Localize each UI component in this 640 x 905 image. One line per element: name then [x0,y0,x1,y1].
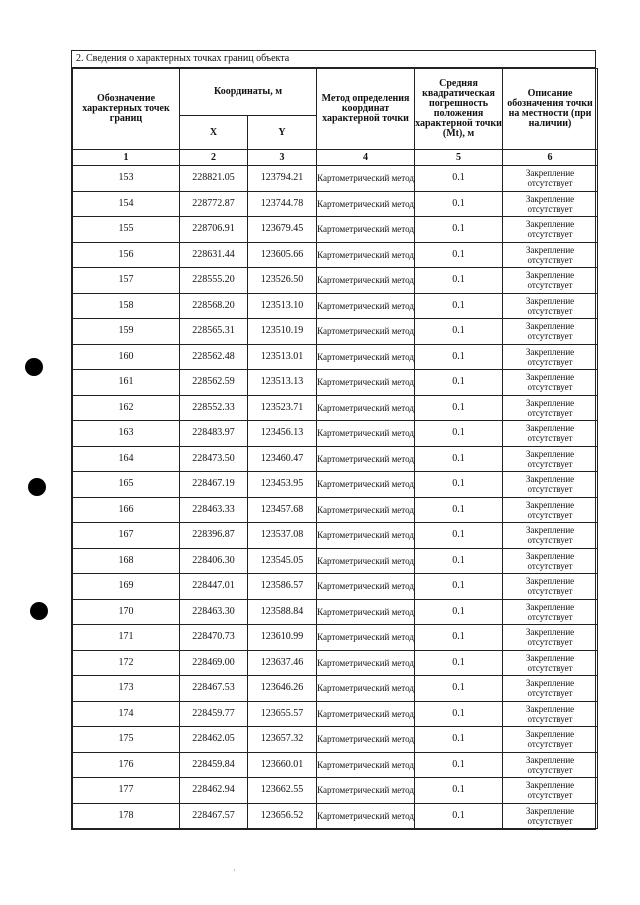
cell-method: Картометрический метод [317,625,415,651]
header-point: Обозначение характерных точек границ [73,69,180,150]
cell-description: Закрепление отсутствует [503,727,598,753]
header-y: Y [248,116,317,150]
cell-method: Картометрический метод [317,497,415,523]
column-number-1: 1 [73,150,180,166]
table-row [73,344,598,370]
cell-method: Картометрический метод [317,446,415,472]
cell-error: 0.1 [415,166,503,192]
cell-x: 228459.77 [180,701,248,727]
cell-point-id: 172 [73,650,180,676]
page-speck: · [233,866,236,875]
column-number-6: 6 [503,150,598,166]
boundary-points-table [72,68,598,829]
cell-error: 0.1 [415,803,503,829]
cell-description: Закрепление отсутствует [503,446,598,472]
cell-error: 0.1 [415,625,503,651]
cell-point-id: 173 [73,676,180,702]
cell-x: 228467.57 [180,803,248,829]
cell-description: Закрепление отсутствует [503,752,598,778]
cell-point-id: 178 [73,803,180,829]
cell-y: 123656.52 [248,803,317,829]
cell-x: 228555.20 [180,268,248,294]
cell-error: 0.1 [415,574,503,600]
punch-hole-middle [28,478,46,496]
cell-method: Картометрический метод [317,650,415,676]
cell-point-id: 167 [73,523,180,549]
cell-point-id: 154 [73,191,180,217]
cell-error: 0.1 [415,242,503,268]
table-row [73,625,598,651]
table-row [73,803,598,829]
cell-x: 228565.31 [180,319,248,345]
cell-point-id: 163 [73,421,180,447]
cell-description: Закрепление отсутствует [503,803,598,829]
table-row [73,727,598,753]
cell-error: 0.1 [415,599,503,625]
cell-error: 0.1 [415,497,503,523]
column-number-3: 3 [248,150,317,166]
cell-x: 228462.05 [180,727,248,753]
cell-description: Закрепление отсутствует [503,625,598,651]
cell-x: 228396.87 [180,523,248,549]
cell-method: Картометрический метод [317,599,415,625]
cell-method: Картометрический метод [317,701,415,727]
cell-x: 228483.97 [180,421,248,447]
cell-point-id: 176 [73,752,180,778]
cell-x: 228447.01 [180,574,248,600]
cell-description: Закрепление отсутствует [503,395,598,421]
cell-y: 123610.99 [248,625,317,651]
header-method: Метод определения координат характерной точки [317,69,415,150]
table-row [73,166,598,192]
cell-x: 228463.30 [180,599,248,625]
cell-x: 228706.91 [180,217,248,243]
cell-description: Закрепление отсутствует [503,497,598,523]
table-row [73,497,598,523]
cell-description: Закрепление отсутствует [503,650,598,676]
cell-description: Закрепление отсутствует [503,548,598,574]
cell-y: 123605.66 [248,242,317,268]
cell-description: Закрепление отсутствует [503,293,598,319]
cell-point-id: 159 [73,319,180,345]
cell-point-id: 160 [73,344,180,370]
header-description: Описание обозначения точки на местности (при наличии) [503,69,598,150]
cell-y: 123537.08 [248,523,317,549]
cell-error: 0.1 [415,472,503,498]
cell-x: 228631.44 [180,242,248,268]
table-row [73,217,598,243]
cell-description: Закрепление отсутствует [503,676,598,702]
column-number-2: 2 [180,150,248,166]
table-row [73,395,598,421]
cell-method: Картометрический метод [317,803,415,829]
cell-method: Картометрический метод [317,344,415,370]
cell-x: 228470.73 [180,625,248,651]
cell-error: 0.1 [415,650,503,676]
cell-point-id: 170 [73,599,180,625]
cell-error: 0.1 [415,701,503,727]
cell-point-id: 165 [73,472,180,498]
cell-y: 123660.01 [248,752,317,778]
cell-point-id: 169 [73,574,180,600]
cell-x: 228821.05 [180,166,248,192]
cell-y: 123637.46 [248,650,317,676]
cell-point-id: 156 [73,242,180,268]
cell-error: 0.1 [415,548,503,574]
cell-y: 123453.95 [248,472,317,498]
cell-y: 123655.57 [248,701,317,727]
cell-method: Картометрический метод [317,778,415,804]
cell-point-id: 153 [73,166,180,192]
cell-x: 228469.00 [180,650,248,676]
table-row [73,778,598,804]
cell-y: 123526.50 [248,268,317,294]
cell-error: 0.1 [415,319,503,345]
cell-y: 123545.05 [248,548,317,574]
cell-x: 228406.30 [180,548,248,574]
cell-method: Картометрический метод [317,472,415,498]
cell-error: 0.1 [415,217,503,243]
cell-point-id: 174 [73,701,180,727]
cell-y: 123657.32 [248,727,317,753]
cell-y: 123513.01 [248,344,317,370]
cell-method: Картометрический метод [317,319,415,345]
cell-description: Закрепление отсутствует [503,472,598,498]
table-row [73,421,598,447]
cell-error: 0.1 [415,752,503,778]
cell-x: 228568.20 [180,293,248,319]
cell-x: 228462.94 [180,778,248,804]
cell-y: 123586.57 [248,574,317,600]
cell-y: 123456.13 [248,421,317,447]
cell-method: Картометрический метод [317,395,415,421]
cell-description: Закрепление отсутствует [503,421,598,447]
cell-method: Картометрический метод [317,676,415,702]
cell-description: Закрепление отсутствует [503,166,598,192]
cell-error: 0.1 [415,676,503,702]
cell-method: Картометрический метод [317,752,415,778]
column-number-5: 5 [415,150,503,166]
cell-y: 123510.19 [248,319,317,345]
table-row [73,548,598,574]
table-row [73,574,598,600]
header-coordinates: Координаты, м [180,69,317,116]
cell-y: 123588.84 [248,599,317,625]
cell-method: Картометрический метод [317,370,415,396]
cell-error: 0.1 [415,395,503,421]
section-title: 2. Сведения о характерных точках границ объекта [72,51,595,68]
cell-x: 228772.87 [180,191,248,217]
cell-description: Закрепление отсутствует [503,599,598,625]
cell-error: 0.1 [415,268,503,294]
table-row [73,472,598,498]
cell-method: Картометрический метод [317,191,415,217]
cell-error: 0.1 [415,778,503,804]
cell-method: Картометрический метод [317,548,415,574]
table-row [73,701,598,727]
cell-description: Закрепление отсутствует [503,370,598,396]
cell-error: 0.1 [415,727,503,753]
cell-description: Закрепление отсутствует [503,344,598,370]
table-row [73,370,598,396]
cell-x: 228473.50 [180,446,248,472]
cell-x: 228467.53 [180,676,248,702]
table-row [73,293,598,319]
cell-method: Картометрический метод [317,574,415,600]
cell-description: Закрепление отсутствует [503,268,598,294]
cell-y: 123457.68 [248,497,317,523]
cell-point-id: 168 [73,548,180,574]
table-row [73,650,598,676]
cell-x: 228562.59 [180,370,248,396]
table-row [73,242,598,268]
cell-y: 123513.13 [248,370,317,396]
cell-error: 0.1 [415,421,503,447]
cell-point-id: 157 [73,268,180,294]
cell-method: Картометрический метод [317,421,415,447]
cell-y: 123794.21 [248,166,317,192]
cell-error: 0.1 [415,191,503,217]
cell-description: Закрепление отсутствует [503,574,598,600]
table-row [73,319,598,345]
cell-y: 123523.71 [248,395,317,421]
cell-method: Картометрический метод [317,242,415,268]
cell-method: Картометрический метод [317,293,415,319]
table-row [73,268,598,294]
cell-x: 228552.33 [180,395,248,421]
cell-method: Картометрический метод [317,217,415,243]
cell-y: 123513.10 [248,293,317,319]
cell-error: 0.1 [415,446,503,472]
table-row [73,523,598,549]
cell-point-id: 171 [73,625,180,651]
cell-point-id: 158 [73,293,180,319]
cell-y: 123646.26 [248,676,317,702]
cell-error: 0.1 [415,293,503,319]
cell-description: Закрепление отсутствует [503,778,598,804]
cell-description: Закрепление отсутствует [503,217,598,243]
cell-y: 123460.47 [248,446,317,472]
cell-y: 123662.55 [248,778,317,804]
cell-y: 123744.78 [248,191,317,217]
punch-hole-bottom [30,602,48,620]
column-number-4: 4 [317,150,415,166]
cell-error: 0.1 [415,523,503,549]
cell-point-id: 166 [73,497,180,523]
cell-point-id: 161 [73,370,180,396]
cell-error: 0.1 [415,370,503,396]
punch-hole-top [25,358,43,376]
table-row [73,191,598,217]
cell-point-id: 162 [73,395,180,421]
cell-x: 228463.33 [180,497,248,523]
cell-description: Закрепление отсутствует [503,319,598,345]
cell-point-id: 175 [73,727,180,753]
table-row [73,599,598,625]
cell-description: Закрепление отсутствует [503,242,598,268]
header-error: Средняя квадратическая погрешность положения характерной точки (Mt), м [415,69,503,150]
cell-x: 228467.19 [180,472,248,498]
cell-description: Закрепление отсутствует [503,523,598,549]
cell-point-id: 177 [73,778,180,804]
cell-method: Картометрический метод [317,523,415,549]
table-body [73,166,598,829]
table-row [73,676,598,702]
cell-y: 123679.45 [248,217,317,243]
header-x: X [180,116,248,150]
cell-method: Картометрический метод [317,727,415,753]
cell-x: 228562.48 [180,344,248,370]
cell-description: Закрепление отсутствует [503,701,598,727]
cell-method: Картометрический метод [317,166,415,192]
cell-method: Картометрический метод [317,268,415,294]
table-row [73,446,598,472]
cell-description: Закрепление отсутствует [503,191,598,217]
cell-x: 228459.84 [180,752,248,778]
boundary-points-section [71,50,596,830]
cell-point-id: 164 [73,446,180,472]
table-row [73,752,598,778]
cell-point-id: 155 [73,217,180,243]
cell-error: 0.1 [415,344,503,370]
